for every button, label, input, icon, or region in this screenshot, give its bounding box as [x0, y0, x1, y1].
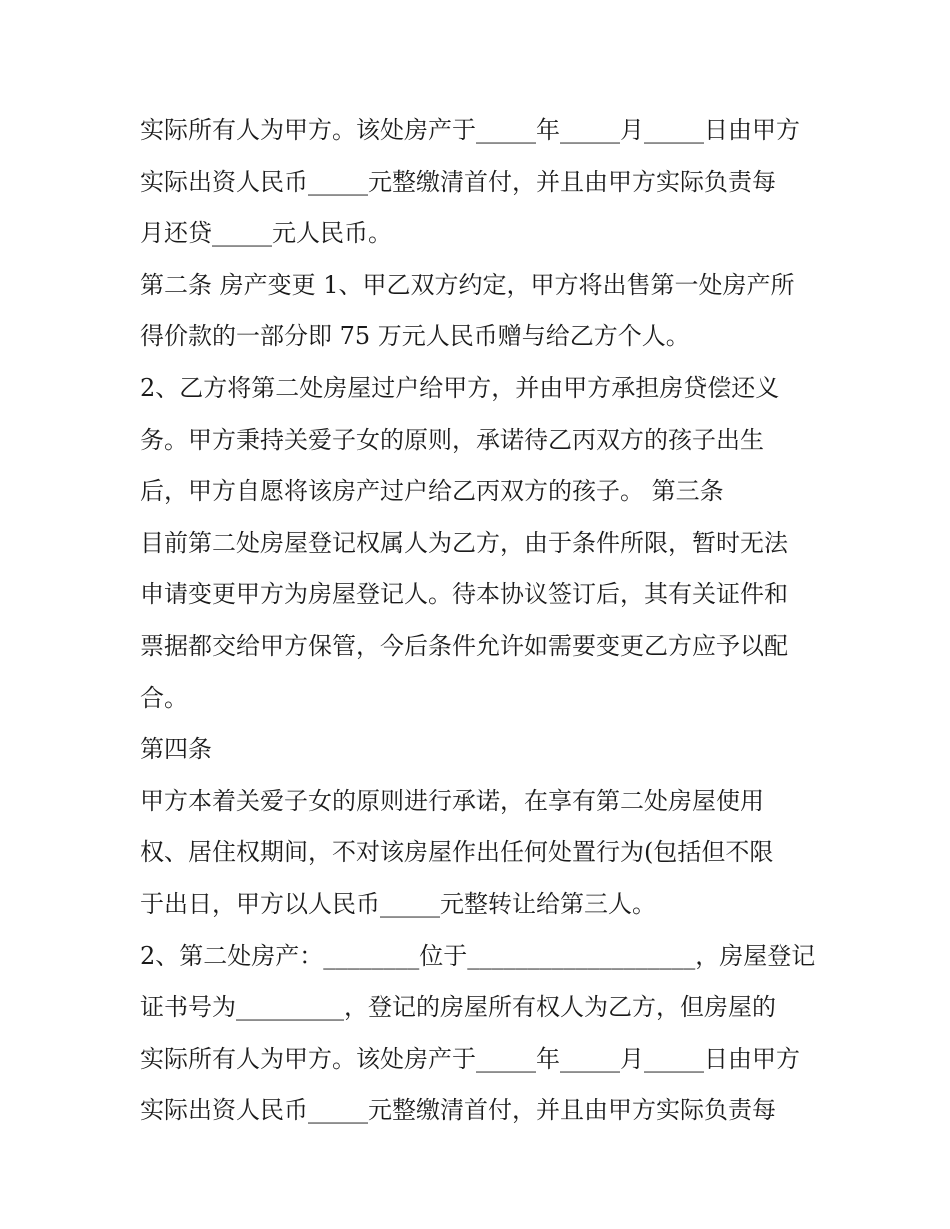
text-line: 2、第二处房产：________位于___________________，房屋登记: [140, 941, 816, 970]
text-line: 于出日，甲方以人民币_____元整转让给第三人。: [140, 889, 656, 918]
text-line: 申请变更甲方为房屋登记人。待本协议签订后，其有关证件和: [140, 580, 788, 609]
text-line: 甲方本着关爱子女的原则进行承诺，在享有第二处房屋使用: [140, 786, 764, 815]
text-line: 实际出资人民币_____元整缴清首付，并且由甲方实际负责每: [140, 167, 776, 196]
text-line: 后，甲方自愿将该房产过户给乙丙双方的孩子。 第三条: [140, 477, 724, 506]
article-four-heading: 第四条: [140, 735, 212, 764]
text-line: 证书号为_________，登记的房屋所有权人为乙方，但房屋的: [140, 993, 776, 1022]
text-line: 2、乙方将第二处房屋过户给甲方，并由甲方承担房贷偿还义: [140, 373, 780, 402]
article-two-heading-line: 第二条 房产变更 1、甲乙双方约定，甲方将出售第一处房产所: [140, 270, 795, 299]
agreement-text-body: [140, 105, 820, 1137]
text-line: 合。: [140, 683, 188, 712]
text-line: 票据都交给甲方保管，今后条件允许如需要变更乙方应予以配: [140, 631, 788, 660]
text-line: 权、居住权期间，不对该房屋作出任何处置行为(包括但不限: [140, 838, 774, 867]
text-line: 实际出资人民币_____元整缴清首付，并且由甲方实际负责每: [140, 1096, 776, 1125]
text-line: 务。甲方秉持关爱子女的原则，承诺待乙丙双方的孩子出生: [140, 425, 764, 454]
text-line: 得价款的一部分即 75 万元人民币赠与给乙方个人。: [140, 322, 690, 351]
text-line: 月还贷_____元人民币。: [140, 219, 392, 248]
text-line: 实际所有人为甲方。该处房产于_____年_____月_____日由甲方: [140, 1044, 800, 1073]
text-line: 目前第二处房屋登记权属人为乙方，由于条件所限，暂时无法: [140, 528, 788, 557]
text-line: 实际所有人为甲方。该处房产于_____年_____月_____日由甲方: [140, 116, 800, 144]
